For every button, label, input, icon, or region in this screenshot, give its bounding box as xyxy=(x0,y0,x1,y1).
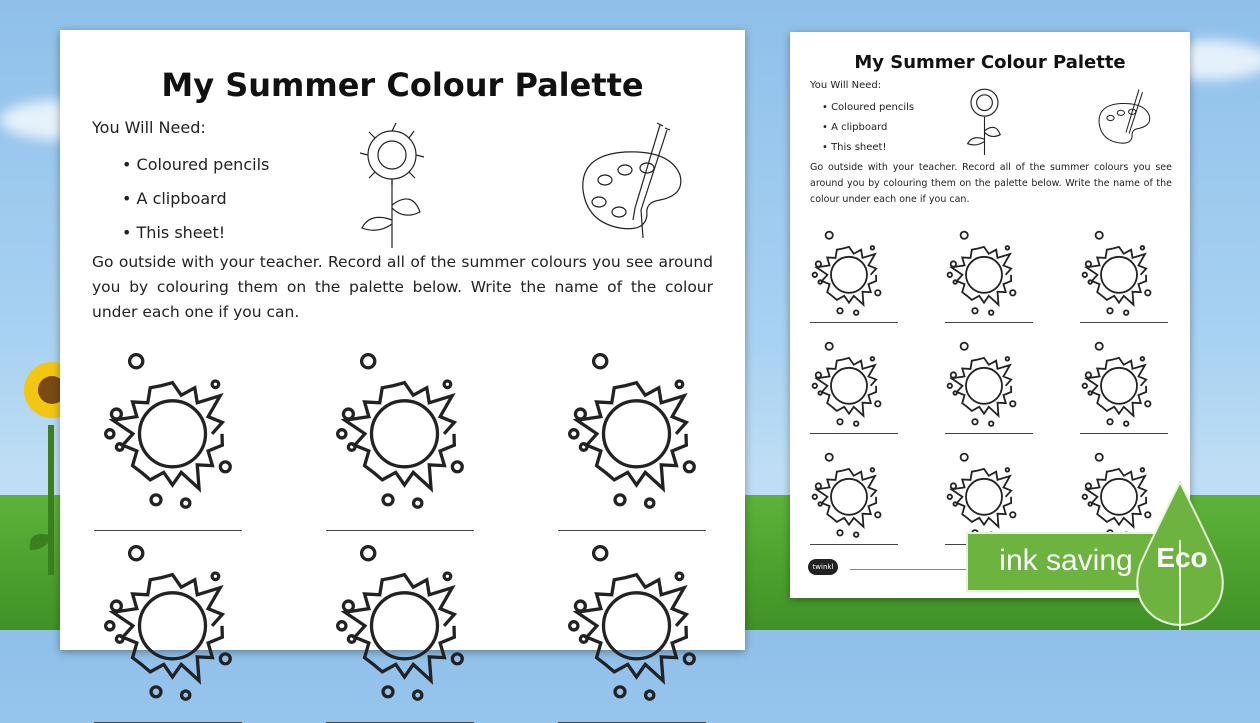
colour-name-line[interactable] xyxy=(558,530,706,531)
paint-palette-icon xyxy=(1095,87,1157,149)
needs-list xyxy=(122,148,269,250)
instructions-text: Go outside with your teacher. Record all of the summer colours you see around you by colouring them on the palette below. Write the name of the colour under each one if you can. xyxy=(810,162,1172,205)
sunflower-icon xyxy=(962,82,1007,157)
colour-name-line[interactable] xyxy=(810,544,898,545)
needs-item: • Coloured pencils xyxy=(822,98,914,118)
colour-name-line[interactable] xyxy=(945,322,1033,323)
sunflower-icon xyxy=(352,120,432,250)
eco-label: Eco xyxy=(1156,542,1208,573)
paint-splat-icon[interactable] xyxy=(554,540,719,709)
instructions-text: Go outside with your teacher. Record all of the summer colours you see around you by colouring them on the palette below. Write the name of the colour under each one if you can. xyxy=(92,253,713,321)
paint-splat-icon[interactable] xyxy=(90,348,255,517)
needs-list xyxy=(822,98,914,158)
paint-splat-icon[interactable] xyxy=(90,540,255,709)
worksheet-title: My Summer Colour Palette xyxy=(854,52,1126,73)
colour-name-line[interactable] xyxy=(94,530,242,531)
colour-name-line[interactable] xyxy=(1080,322,1168,323)
worksheet-title: My Summer Colour Palette xyxy=(161,66,644,104)
paint-splat-icon[interactable] xyxy=(1074,339,1164,433)
paint-splat-icon[interactable] xyxy=(939,228,1029,322)
paint-palette-icon xyxy=(575,120,695,240)
needs-item: • A clipboard xyxy=(122,182,269,216)
colour-name-line[interactable] xyxy=(326,530,474,531)
paint-splat-icon[interactable] xyxy=(804,450,894,544)
needs-item: • Coloured pencils xyxy=(122,148,269,182)
paint-splat-icon[interactable] xyxy=(1074,228,1164,322)
colour-name-line[interactable] xyxy=(945,433,1033,434)
needs-item: • This sheet! xyxy=(122,216,269,250)
paint-splat-icon[interactable] xyxy=(322,540,487,709)
paint-splat-icon[interactable] xyxy=(554,348,719,517)
ink-saving-badge xyxy=(966,480,1260,630)
footer-logo: twinkl xyxy=(808,559,838,575)
needs-item: • A clipboard xyxy=(822,118,914,138)
ink-saving-label: ink saving xyxy=(966,532,1166,592)
paint-splat-icon[interactable] xyxy=(804,339,894,433)
paint-splat-icon[interactable] xyxy=(939,339,1029,433)
paint-splat-icon[interactable] xyxy=(804,228,894,322)
colour-name-line[interactable] xyxy=(1080,433,1168,434)
paint-splat-icon[interactable] xyxy=(322,348,487,517)
worksheet-large xyxy=(60,30,745,650)
colour-name-line[interactable] xyxy=(810,433,898,434)
you-will-need-heading: You Will Need: xyxy=(92,118,206,137)
needs-item: • This sheet! xyxy=(822,138,914,158)
colour-name-line[interactable] xyxy=(810,322,898,323)
you-will-need-heading: You Will Need: xyxy=(810,80,882,91)
